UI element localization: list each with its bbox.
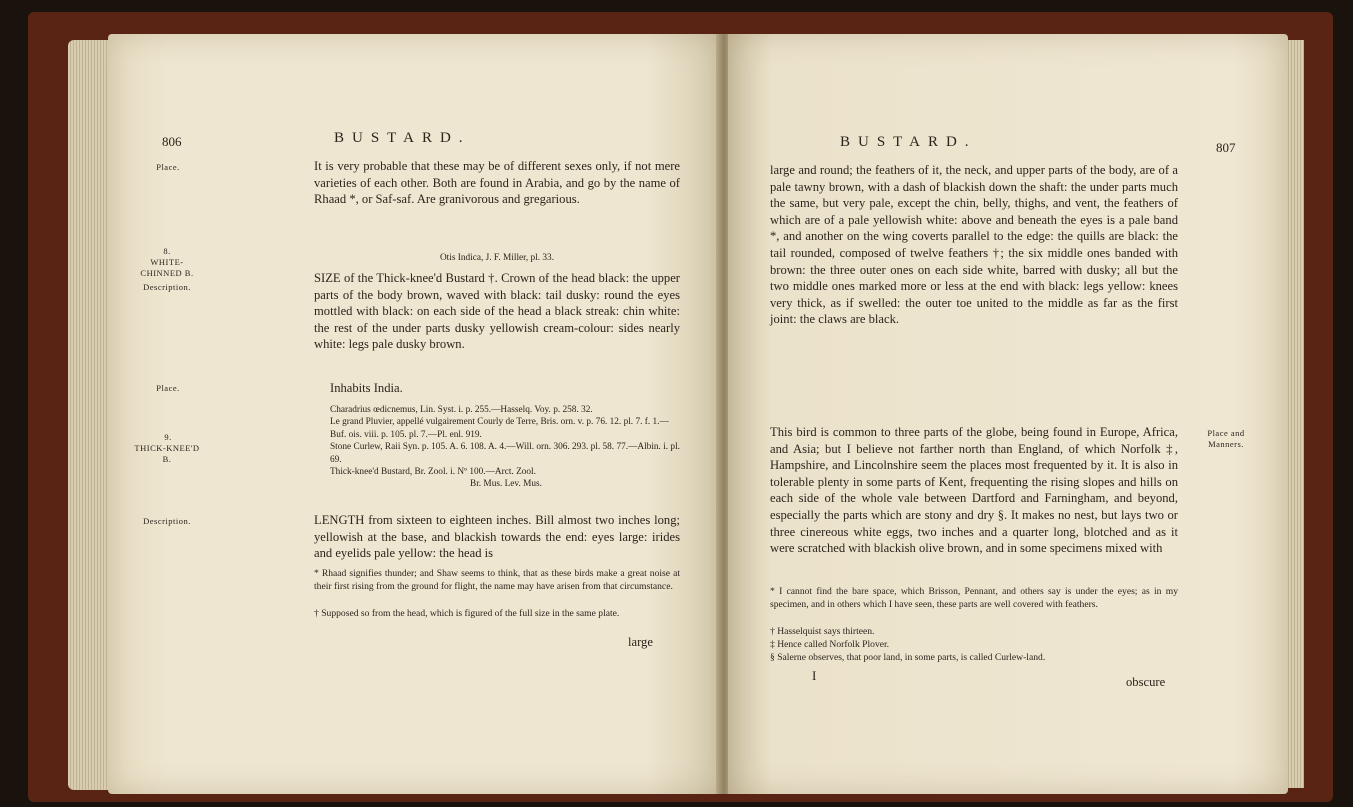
synonymy-line: Br. Mus. Lev. Mus.: [470, 479, 542, 490]
synonymy-block: [330, 404, 680, 491]
synonymy-line: Le grand Pluvier, appellé vulgairement Courly de Terre, Bris. orn. v. p. 76. 12. pl. 7. f. 1.—Buf. ois. viii. p. 105. pl. 7.—Pl. enl. 919.: [330, 417, 669, 440]
book-spread: [28, 12, 1333, 802]
paragraph-length: LENGTH from sixteen to eighteen inches. Bill almost two inches long; yellowish at the base, and blackish towards the end: eyes large: irides and eyelids pale yellow: the head is: [314, 513, 680, 561]
footnote-rhaad: * Rhaad signifies thunder; and Shaw seems to think, that as these birds make a great noise at their first rising from the ground for flight, the name may have arisen from that circumstance.: [314, 568, 680, 592]
synonymy-line: Charadrius œdicnemus, Lin. Syst. i. p. 255.—Hasselq. Voy. p. 258. 32.: [330, 405, 593, 415]
paragraph-size: SIZE of the Thick-knee'd Bustard †. Crown of the head black: the upper parts of the body brown, waved with black: tail dusky: round the eyes mottled with black: on each side of the head a black streak: chin white: the rest of the under parts dusky yellowish cream-colour: sides nearly white: legs pale dusky brown.: [314, 271, 680, 352]
margin-note-description-2: Description.: [143, 516, 191, 526]
species-number-9: 9.: [164, 432, 172, 442]
otis-reference: Otis Indica, J. F. Miller, pl. 33.: [439, 253, 555, 263]
species-number-8: 8.: [163, 246, 171, 256]
synonymy-line: Thick-knee'd Bustard, Br. Zool. i. Nº 100.—Arct. Zool.: [330, 467, 536, 478]
signature-mark: I: [812, 668, 817, 683]
footnote-hasselquist: † Hasselquist says thirteen.: [770, 626, 875, 637]
catchword: large: [628, 635, 653, 649]
footnote-salerne: § Salerne observes, that poor land, in some parts, is called Curlew-land.: [770, 652, 1046, 663]
species-name-white-chinned: WHITE-CHINNED B.: [140, 257, 194, 278]
margin-note-place: Place.: [156, 162, 180, 172]
left-page-edges: [68, 40, 112, 790]
synonymy-line: Stone Curlew, Raii Syn. p. 105. A. 6. 108. A. 4.—Will. orn. 306. 293. pl. 58. 77.—Albin. i. pl. 69.: [330, 442, 680, 465]
page-number: 806: [162, 134, 182, 149]
paragraph-description: large and round; the feathers of it, the neck, and upper parts of the body, are of a pale tawny brown, with a dash of blackish down the shaft: the under parts much the same, but very pale, except the chin, belly, thighs, and vent, the feathers of which are of a pale yellowish white: above and beneath the eyes is a pale band *, and another on the wing coverts parallel to the edge: the quills are black: the tail rounded, composed of twelve feathers †; the six middle ones banded with brown: the three outer ones on each side white, barred with dusky; all but the two middle ones marked more or less at the end with black: legs yellow: knees very thick, as if swelled: the outer toe united to the middle as far as the first joint: the claws are black.: [770, 163, 1178, 327]
inhabits-text: Inhabits India.: [330, 381, 403, 395]
margin-note-place-manners: Place and Manners.: [1207, 428, 1245, 449]
left-page: [108, 34, 720, 794]
page-number: 807: [1216, 140, 1236, 155]
footnote-supposed: † Supposed so from the head, which is figured of the full size in the same plate.: [314, 608, 620, 619]
footnote-norfolk-plover: ‡ Hence called Norfolk Plover.: [770, 639, 890, 650]
paragraph-habitat: This bird is common to three parts of the globe, being found in Europe, Africa, and Asia; but I believe not farther north than England, of which Norfolk ‡, Hampshire, and Lincolnshire seem the places most frequented by it. It is also in tolerable plenty in some parts of Kent, frequenting the rising slopes and hills on each side of the whole vale between Dartford and Farningham, and beyond, especially the parts which are stony and dry §. It makes no nest, but lays two or three cinereous white eggs, two inches and a quarter long, blotched and as it were scratched with blackish olive brown, and in some specimens mixed with: [770, 425, 1178, 556]
right-page: [728, 34, 1288, 794]
catchword: obscure: [1126, 675, 1166, 689]
running-head: BUSTARD.: [334, 130, 471, 146]
margin-note-place-2: Place.: [156, 383, 180, 393]
margin-note-description: Description.: [143, 282, 191, 292]
species-name-thick-kneed: THICK-KNEE'D B.: [134, 443, 200, 464]
paragraph-place: It is very probable that these may be of different sexes only, if not mere varieties of each other. Both are found in Arabia, and go by the name of Rhaad *, or Saf-saf. Are granivorous and gregarious.: [314, 159, 680, 207]
right-page-edges: [1286, 40, 1304, 788]
running-head: BUSTARD.: [840, 134, 977, 150]
footnote-bare-space: * I cannot find the bare space, which Brisson, Pennant, and others say is under the eyes; as in my specimen, and in others which I have seen, these parts are well covered with feathers.: [770, 586, 1178, 610]
